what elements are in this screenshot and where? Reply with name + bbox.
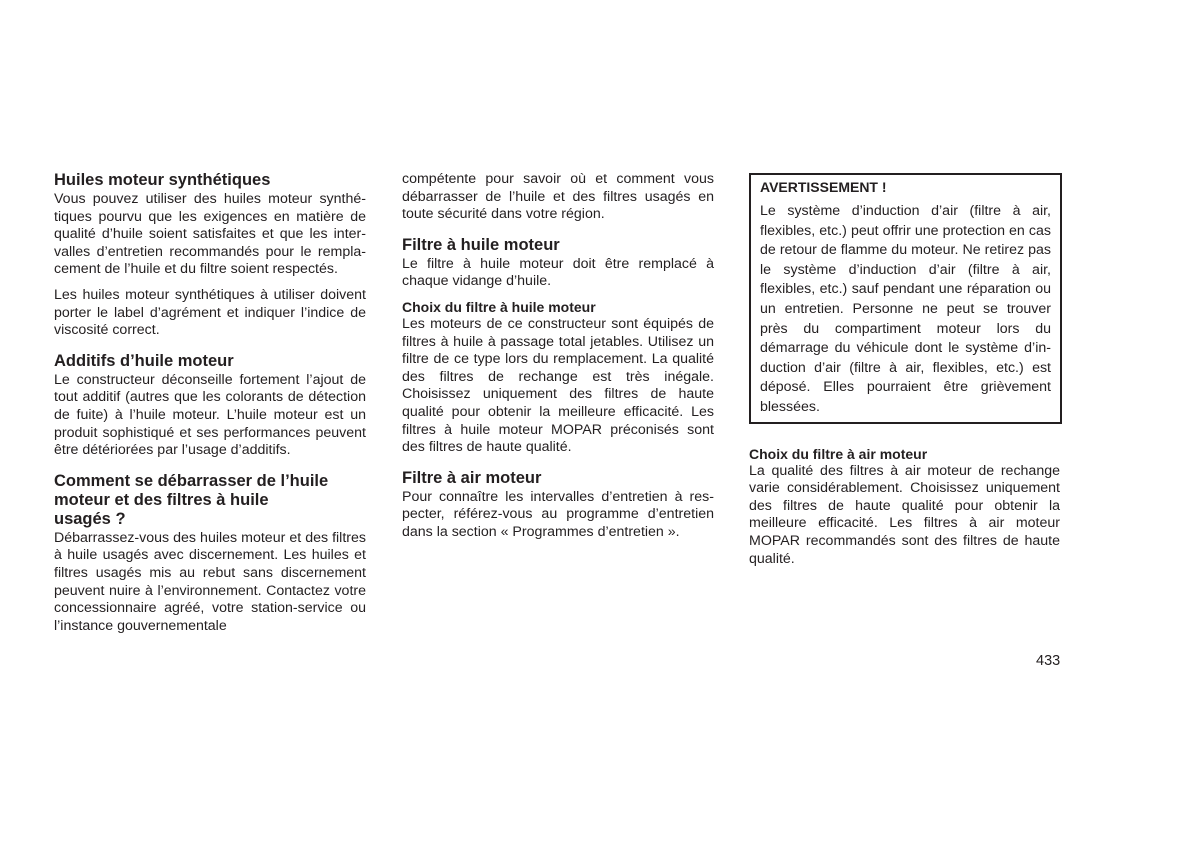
subheading-oil-filter-choice: Choix du filtre à huile moteur <box>402 298 596 315</box>
paragraph-air-filter: Pour connaître les intervalles d’entretien à respecter, référez-vous au programme d’entretien dans la section « Programmes d’entretien ». <box>402 488 714 540</box>
heading-air-filter: Filtre à air moteur <box>402 468 542 487</box>
paragraph-oil-filter: Le filtre à huile moteur doit être remplacé à chaque vidange d’huile. <box>402 255 714 290</box>
paragraph-synthetic-oils-1: Vous pouvez utiliser des huiles moteur synthétiques pourvu que les exigences en matière de qualité d’huile soient satisfaites et que les intervalles d’entretien recommandés pour le remplacement de l’huile et du filtre soient respectés. <box>54 191 366 278</box>
column-left <box>54 171 366 635</box>
heading-disposal-line2: moteur et des filtres à huile <box>54 490 269 509</box>
warning-box <box>749 173 1062 424</box>
paragraph-disposal: Débarrassez-vous des huiles moteur et des filtres à huile usagés avec discernement. Les huiles et filtres usagés mis au rebut sans discernement peuvent nuire à l’environnement. Contactez votre concessionnaire agréé, votre station-service ou l’instance gouvernementale <box>54 529 366 634</box>
page-number: 433 <box>1036 653 1061 669</box>
column-right <box>749 171 1060 568</box>
subheading-air-filter-choice: Choix du filtre à air moteur <box>749 445 928 462</box>
heading-disposal-line3: usagés ? <box>54 509 126 528</box>
paragraph-disposal-continued: compétente pour savoir où et comment vous débarrasser de l’huile et des filtres usagés en toute sécurité dans votre région. <box>402 171 714 223</box>
heading-disposal <box>54 472 366 529</box>
warning-text: Le système d’induction d’air (filtre à air, flexibles, etc.) peut offrir une protection en cas de retour de flamme du moteur. Ne retirez pas le système d’induction d’air (filtre à air, flexibles, etc.) sauf pendant une réparation ou un entretien. Personne ne peut se trouver près du compartiment moteur lors du démarrage du véhicule dont le système d’induction d’air (filtre à air, flexibles, etc.) est déposé. Elles pourraient être grièvement blessées. <box>760 203 1051 415</box>
paragraph-air-filter-choice: La qualité des filtres à air moteur de rechange varie considérablement. Choisissez uniquement des filtres de haute qualité pour obtenir la meilleure efficacité. Les filtres à air moteur MOPAR recommandés sont des filtres de haute qualité. <box>749 462 1060 567</box>
warning-title: AVERTISSEMENT ! <box>760 179 887 195</box>
paragraph-oil-filter-choice: Les moteurs de ce constructeur sont équipés de filtres à huile à passage total jetables. Utilisez un filtre de ce type lors du remplacement. La qualité des filtres de rechange est très inégale. Choisissez uniquement des filtres de haute qualité pour obtenir la meilleure efficacité. Les filtres à huile moteur MOPAR préconisés sont des filtres de haute qualité. <box>402 315 714 456</box>
heading-oil-filter: Filtre à huile moteur <box>402 235 560 254</box>
heading-oil-additives: Additifs d’huile moteur <box>54 351 234 370</box>
paragraph-oil-additives: Le constructeur déconseille fortement l’ajout de tout additif (autres que les colorants de détection de fuite) à l’huile moteur. L’huile moteur est un produit sophistiqué et ses performances peuvent être détériorées par l’usage d’additifs. <box>54 371 366 459</box>
heading-disposal-line1: Comment se débarrasser de l’huile <box>54 471 329 490</box>
heading-synthetic-oils: Huiles moteur synthétiques <box>54 171 271 189</box>
column-middle <box>402 171 714 542</box>
paragraph-synthetic-oils-2: Les huiles moteur synthétiques à utiliser doivent porter le label d’agrément et indiquer l’indice de viscosité correct. <box>54 286 366 339</box>
